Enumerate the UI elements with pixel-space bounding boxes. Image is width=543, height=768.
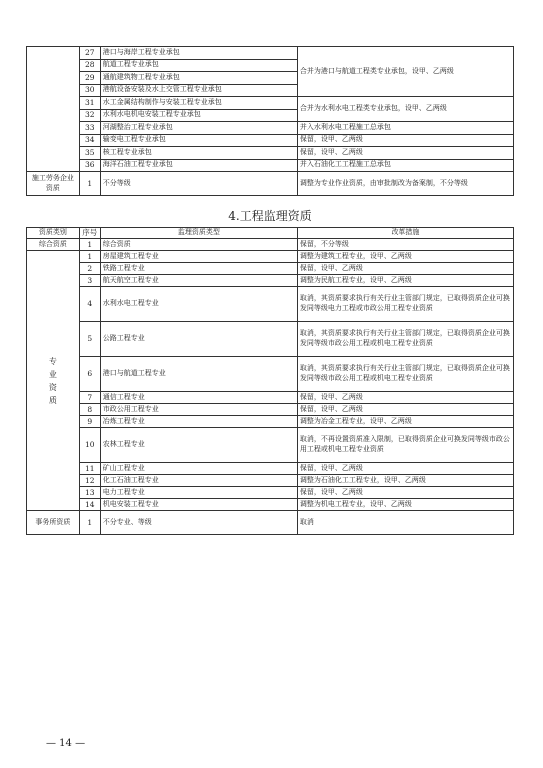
row-no: 10 — [79, 428, 100, 463]
row-type: 水利水电工程专业 — [100, 287, 297, 322]
row-no: 5 — [79, 322, 100, 357]
row-measure: 保留，设甲、乙两级 — [297, 134, 513, 147]
row-name: 核工程专业承包 — [100, 147, 297, 160]
row-name: 输变电工程专业承包 — [100, 134, 297, 147]
row-no: 1 — [79, 511, 100, 535]
row-measure: 保留，不分等级 — [297, 239, 513, 251]
row-name: 河湖整治工程专业承包 — [100, 122, 297, 135]
row-measure: 合并为水利水电工程类专业承包，设甲、乙两级 — [297, 97, 513, 122]
labor-no: 1 — [79, 172, 100, 196]
row-name: 水利水电机电安装工程专业承包 — [100, 109, 297, 122]
row-no: 27 — [79, 47, 100, 60]
row-type: 房屋建筑工程专业 — [100, 251, 297, 263]
row-measure: 保留，设甲、乙两级 — [297, 463, 513, 475]
row-type: 航天航空工程专业 — [100, 275, 297, 287]
row-measure: 取消，不再设置资质准入限制，已取得资质企业可换发同等级市政公用工程或机电工程专业资质 — [297, 428, 513, 463]
row-type: 公路工程专业 — [100, 322, 297, 357]
row-type: 矿山工程专业 — [100, 463, 297, 475]
row-no: 9 — [79, 416, 100, 428]
professional-category-label: 专业资质 — [48, 356, 57, 405]
section-title: 4.工程监理资质 — [228, 209, 312, 223]
row-type: 市政公用工程专业 — [100, 404, 297, 416]
row-measure: 并入石油化工工程施工总承包 — [297, 159, 513, 172]
row-type: 港口与航道工程专业 — [100, 357, 297, 392]
header-no: 序号 — [79, 228, 100, 239]
row-no: 36 — [79, 159, 100, 172]
row-no: 12 — [79, 475, 100, 487]
row-type: 铁路工程专业 — [100, 263, 297, 275]
row-measure: 保留，设甲、乙两级 — [297, 263, 513, 275]
row-no: 34 — [79, 134, 100, 147]
row-measure: 保留，设甲、乙两级 — [297, 147, 513, 160]
row-measure: 调整为机电工程专业，设甲、乙两级 — [297, 499, 513, 511]
row-no: 8 — [79, 404, 100, 416]
row-no: 32 — [79, 109, 100, 122]
row-measure: 保留，设甲、乙两级 — [297, 392, 513, 404]
row-measure: 取消，其资质要求执行有关行业主管部门规定，已取得资质企业可换发同等级市政公用工程或机电工程专业资质 — [297, 357, 513, 392]
row-measure: 调整为建筑工程专业，设甲、乙两级 — [297, 251, 513, 263]
header-measure: 改革措施 — [297, 228, 513, 239]
row-no: 31 — [79, 97, 100, 110]
row-measure: 取消，其资质要求执行有关行业主管部门规定，已取得资质企业可换发同等级市政公用工程或机电工程专业资质 — [297, 322, 513, 357]
top-table — [26, 46, 514, 196]
row-name: 海洋石油工程专业承包 — [100, 159, 297, 172]
page-number: — 14 — — [46, 738, 86, 749]
row-type: 电力工程专业 — [100, 487, 297, 499]
row-measure: 取消 — [297, 511, 513, 535]
category-cell-empty — [27, 47, 80, 172]
row-no: 30 — [79, 84, 100, 97]
row-measure: 保留，设甲、乙两级 — [297, 487, 513, 499]
row-type: 综合资质 — [100, 239, 297, 251]
row-no: 1 — [79, 251, 100, 263]
row-type: 不分专业、等级 — [100, 511, 297, 535]
row-no: 13 — [79, 487, 100, 499]
row-name: 港口与海岸工程专业承包 — [100, 47, 297, 60]
row-measure: 调整为冶金工程专业，设甲、乙两级 — [297, 416, 513, 428]
row-no: 11 — [79, 463, 100, 475]
labor-name: 不分等级 — [100, 172, 297, 196]
row-no: 1 — [79, 239, 100, 251]
row-measure: 调整为民航工程专业，设甲、乙两级 — [297, 275, 513, 287]
header-category: 资质类别 — [27, 228, 80, 239]
header-type: 监理资质类型 — [100, 228, 297, 239]
row-type: 化工石油工程专业 — [100, 475, 297, 487]
row-no: 29 — [79, 72, 100, 85]
row-no: 4 — [79, 287, 100, 322]
row-no: 35 — [79, 147, 100, 160]
row-name: 航道工程专业承包 — [100, 59, 297, 72]
row-measure: 取消，其资质要求执行有关行业主管部门规定，已取得资质企业可换发同等级电力工程或市政公用工程专业资质 — [297, 287, 513, 322]
row-measure: 调整为石油化工工程专业，设甲、乙两级 — [297, 475, 513, 487]
office-category: 事务所资质 — [27, 511, 80, 535]
row-type: 通信工程专业 — [100, 392, 297, 404]
labor-category: 施工劳务企业资质 — [27, 172, 80, 196]
row-no: 28 — [79, 59, 100, 72]
row-measure: 合并为港口与航道工程类专业承包，设甲、乙两级 — [297, 47, 513, 97]
row-name: 水工金属结构制作与安装工程专业承包 — [100, 97, 297, 110]
row-no: 2 — [79, 263, 100, 275]
row-measure: 并入水利水电工程施工总承包 — [297, 122, 513, 135]
professional-category — [27, 251, 80, 511]
row-no: 33 — [79, 122, 100, 135]
row-type: 农林工程专业 — [100, 428, 297, 463]
row-name: 港航设备安装及水上交管工程专业承包 — [100, 84, 297, 97]
supervision-table — [26, 227, 514, 535]
comprehensive-category: 综合资质 — [27, 239, 80, 251]
row-type: 冶炼工程专业 — [100, 416, 297, 428]
row-no: 14 — [79, 499, 100, 511]
row-name: 通航建筑物工程专业承包 — [100, 72, 297, 85]
labor-measure: 调整为专业作业资质，由审批制改为备案制，不分等级 — [297, 172, 513, 196]
row-measure: 保留，设甲、乙两级 — [297, 404, 513, 416]
row-no: 6 — [79, 357, 100, 392]
row-no: 7 — [79, 392, 100, 404]
row-type: 机电安装工程专业 — [100, 499, 297, 511]
row-no: 3 — [79, 275, 100, 287]
